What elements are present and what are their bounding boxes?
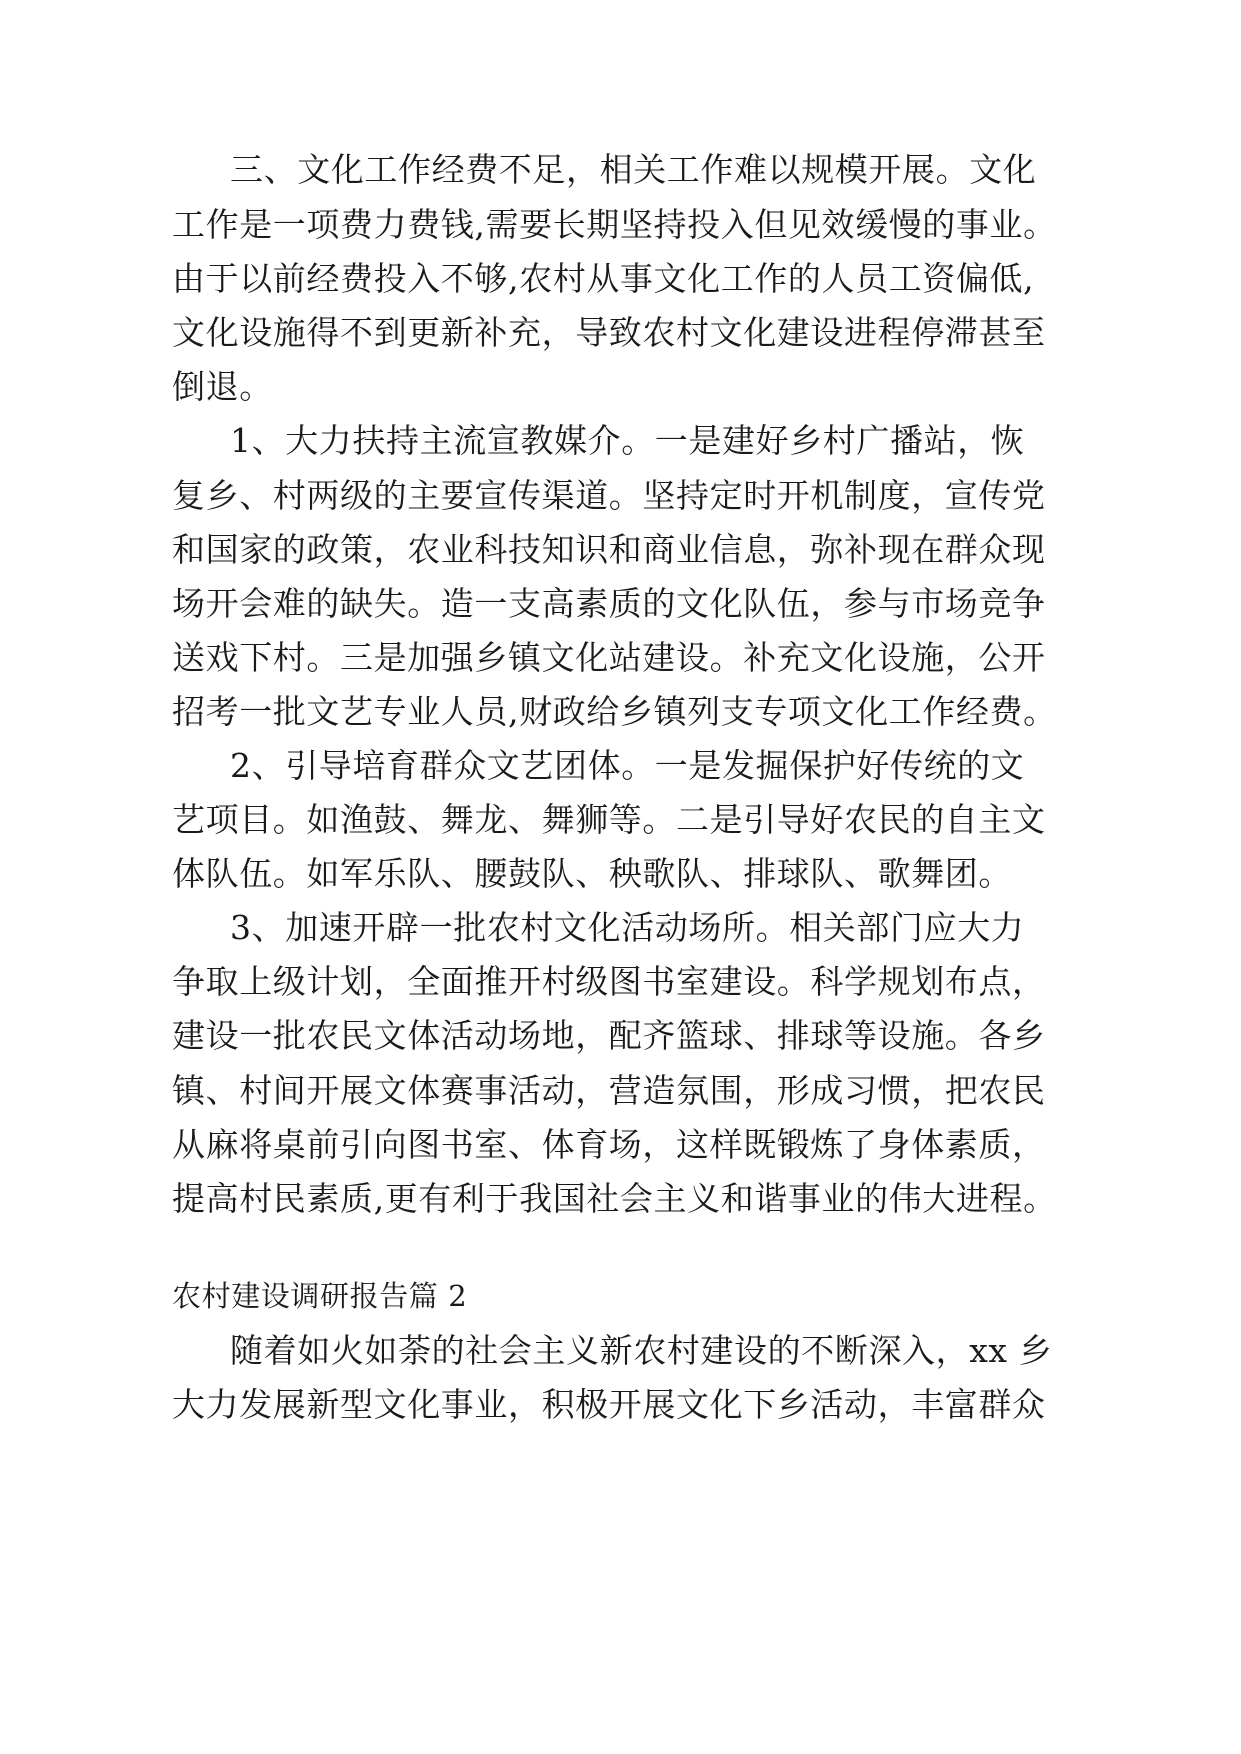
- paragraph-line: 由于以前经费投入不够,农村从事文化工作的人员工资偏低,: [172, 259, 1035, 298]
- paragraph-line: 3、加速开辟一批农村文化活动场所。相关部门应大力: [230, 908, 1025, 947]
- paragraph-line: 争取上级计划，全面推开村级图书室建设。科学规划布点，: [172, 962, 1046, 1001]
- paragraph-line: 提高村民素质,更有利于我国社会主义和谐事业的伟大进程。: [172, 1179, 1057, 1218]
- paragraph-line: 随着如火如荼的社会主义新农村建设的不断深入，xx 乡: [230, 1331, 1053, 1370]
- paragraph-line: 倒退。: [172, 367, 273, 406]
- paragraph-line: 和国家的政策，农业科技知识和商业信息，弥补现在群众现: [172, 530, 1046, 569]
- paragraph-line: 送戏下村。三是加强乡镇文化站建设。补充文化设施，公开: [172, 638, 1046, 677]
- paragraph-line: 2、引导培育群众文艺团体。一是发掘保护好传统的文: [230, 746, 1025, 785]
- paragraph-line: 艺项目。如渔鼓、舞龙、舞狮等。二是引导好农民的自主文: [172, 800, 1046, 839]
- paragraph-line: 场开会难的缺失。造一支高素质的文化队伍，参与市场竞争: [172, 584, 1046, 623]
- paragraph-line: 1、大力扶持主流宣教媒介。一是建好乡村广播站，恢: [230, 421, 1025, 460]
- paragraph-line: 建设一批农民文体活动场地，配齐篮球、排球等设施。各乡: [172, 1016, 1046, 1055]
- paragraph-line: 从麻将桌前引向图书室、体育场，这样既锻炼了身体素质，: [172, 1125, 1046, 1164]
- paragraph-line: 招考一批文艺专业人员,财政给乡镇列支专项文化工作经费。: [172, 692, 1057, 731]
- paragraph-line: 体队伍。如军乐队、腰鼓队、秧歌队、排球队、歌舞团。: [172, 854, 1012, 893]
- paragraph-line: 文化设施得不到更新补充，导致农村文化建设进程停滞甚至: [172, 313, 1046, 352]
- paragraph-line: 镇、村间开展文体赛事活动，营造氛围，形成习惯，把农民: [172, 1071, 1046, 1110]
- paragraph-line: 工作是一项费力费钱,需要长期坚持投入但见效缓慢的事业。: [172, 205, 1057, 244]
- paragraph-line: 复乡、村两级的主要宣传渠道。坚持定时开机制度，宣传党: [172, 476, 1046, 515]
- section-heading: 农村建设调研报告篇 2: [172, 1279, 468, 1313]
- paragraph-line: 大力发展新型文化事业，积极开展文化下乡活动，丰富群众: [172, 1385, 1046, 1424]
- paragraph-line: 三、文化工作经费不足，相关工作难以规模开展。文化: [230, 150, 1037, 189]
